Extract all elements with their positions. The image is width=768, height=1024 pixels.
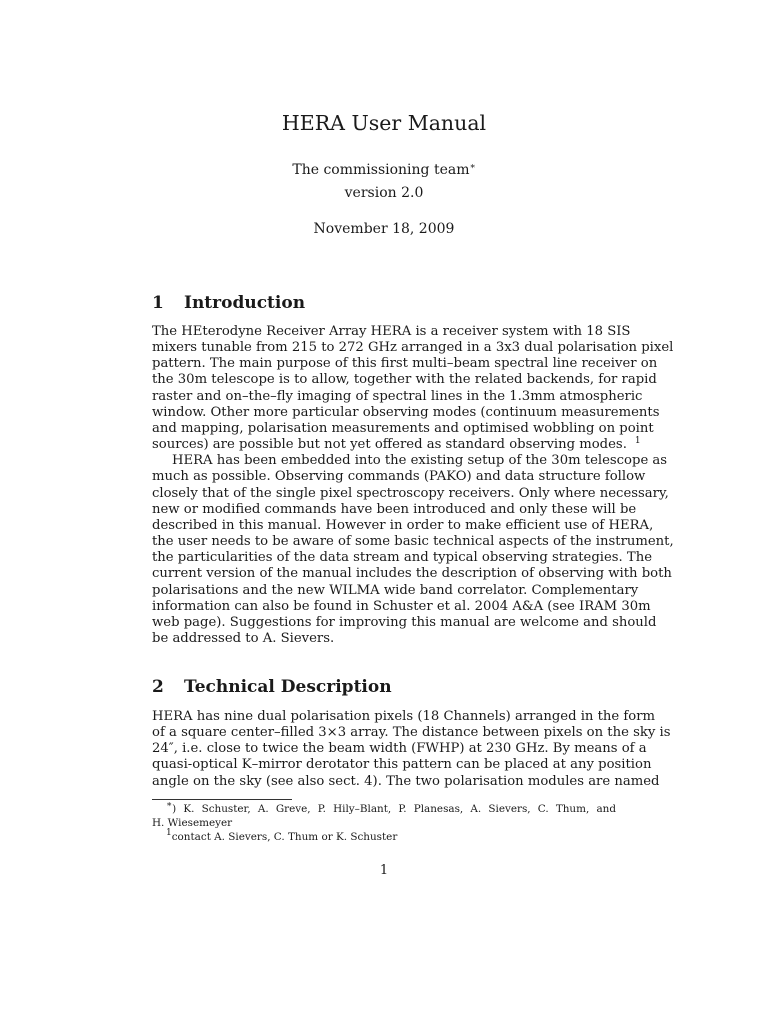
text-line: polarisations and the new WILMA wide band correlator. Complementary bbox=[152, 582, 639, 598]
footnote-ref-1: 1 bbox=[634, 436, 641, 447]
footnote-line bbox=[152, 830, 616, 844]
text-line: HERA has been embedded into the existing setup of the 30m telescope as bbox=[172, 453, 668, 469]
author-footnote-mark: ∗ bbox=[469, 162, 476, 172]
page-number: 1 bbox=[379, 863, 389, 878]
text-line: current version of the manual includes the description of observing with both bbox=[152, 566, 672, 582]
text-line: closely that of the single pixel spectroscopy receivers. Only where necessary, bbox=[152, 485, 669, 501]
text-line: information can also be found in Schuster et al. 2004 A&A (see IRAM 30m bbox=[152, 598, 651, 614]
text-line: the user needs to be aware of some basic technical aspects of the instrument, bbox=[152, 534, 674, 550]
footnote-mark: ∗ bbox=[166, 800, 173, 810]
author-line bbox=[0, 162, 768, 178]
text-line: quasi-optical K–mirror derotator this pattern can be placed at any position bbox=[152, 757, 652, 773]
text-line: mixers tunable from 215 to 272 GHz arranged in a 3x3 dual polarisation pixel bbox=[152, 340, 674, 356]
text-line: the 30m telescope is to allow, together with the related backends, for rapid bbox=[152, 372, 657, 388]
text-line: raster and on–the–fly imaging of spectral lines in the 1.3mm atmospheric bbox=[152, 388, 643, 404]
footnote-line: H. Wiesemeyer bbox=[152, 817, 233, 829]
document-date: November 18, 2009 bbox=[313, 221, 455, 237]
section-title: Technical Description bbox=[184, 677, 392, 697]
footnote-text: contact A. Sievers, C. Thum or K. Schuster bbox=[171, 831, 398, 843]
section-number: 2 bbox=[152, 677, 164, 697]
section-2-body bbox=[152, 709, 671, 790]
text-line: and mapping, polarisation measurements and optimised wobbling on point bbox=[152, 420, 654, 436]
section-1-body bbox=[152, 324, 674, 647]
section-2-heading bbox=[152, 677, 392, 697]
text-line: much as possible. Observing commands (PAKO) and data structure follow bbox=[152, 469, 646, 485]
text-line: the particularities of the data stream and typical observing strategies. The bbox=[152, 550, 653, 566]
footnote-mark: 1 bbox=[166, 828, 172, 838]
section-number: 1 bbox=[152, 293, 164, 313]
text-line: 24″, i.e. close to twice the beam width (FWHP) at 230 GHz. By means of a bbox=[152, 741, 647, 757]
section-title: Introduction bbox=[184, 293, 306, 313]
text-line: new or modified commands have been introduced and only these will be bbox=[152, 501, 637, 517]
text-line: angle on the sky (see also sect. 4). The two polarisation modules are named bbox=[152, 773, 660, 789]
text-line: The HEterodyne Receiver Array HERA is a receiver system with 18 SIS bbox=[152, 324, 631, 339]
text-line: described in this manual. However in order to make efficient use of HERA, bbox=[152, 517, 654, 533]
section-1-heading bbox=[152, 293, 305, 313]
footnote-line bbox=[152, 802, 616, 816]
author-name: The commissioning team bbox=[292, 162, 470, 178]
text-line: HERA has nine dual polarisation pixels (18 Channels) arranged in the form bbox=[152, 709, 656, 724]
document-version: version 2.0 bbox=[344, 185, 424, 201]
text-line: pattern. The main purpose of this first multi–beam spectral line receiver on bbox=[152, 356, 658, 372]
footnotes bbox=[152, 802, 616, 844]
text-line: sources) are possible but not yet offered as standard observing modes. bbox=[152, 437, 627, 453]
footnote-divider bbox=[152, 799, 292, 800]
text-line-with-footnote bbox=[152, 436, 641, 453]
text-line: of a square center–filled 3×3 array. The distance between pixels on the sky is bbox=[152, 725, 671, 741]
text-line: window. Other more particular observing modes (continuum measurements bbox=[152, 404, 660, 420]
text-line: web page). Suggestions for improving this manual are welcome and should bbox=[152, 614, 657, 630]
text-line: be addressed to A. Sievers. bbox=[152, 630, 335, 646]
document-title: HERA User Manual bbox=[281, 111, 487, 135]
footnote-text: ) K. Schuster, A. Greve, P. Hily–Blant, P. Planesas, A. Sievers, C. Thum, and bbox=[172, 803, 616, 815]
